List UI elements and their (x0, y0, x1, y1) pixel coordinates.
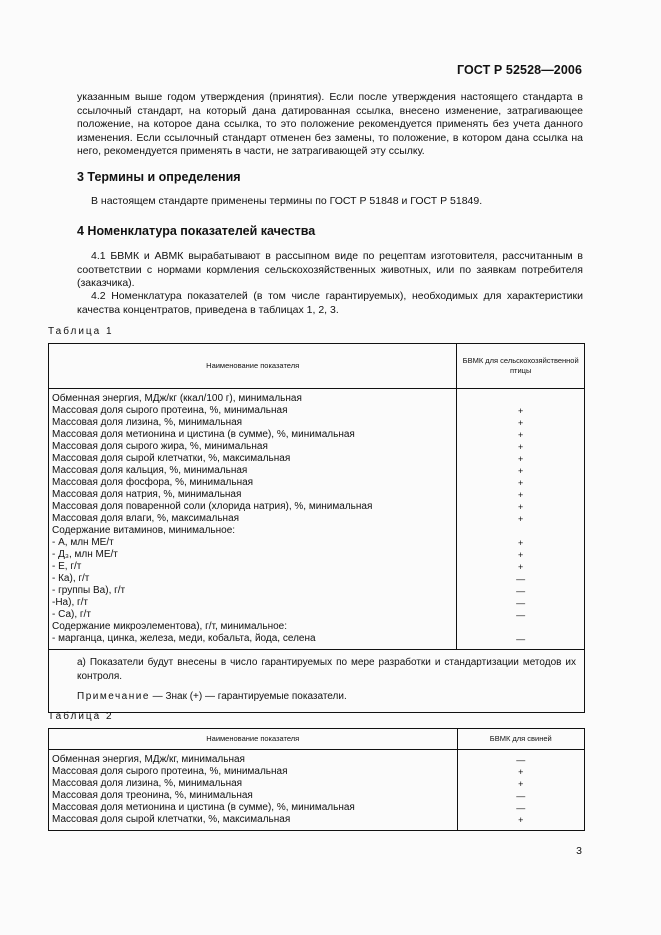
table-row: Содержание витаминов, минимальное: (52, 525, 236, 536)
table-cell (457, 525, 584, 537)
table-cell: + (518, 550, 524, 560)
table-2-header-value: БВМК для свиней (457, 729, 585, 750)
table-cell: — (516, 634, 526, 644)
table-cell: + (518, 767, 524, 777)
table-row: Массовая доля сырого протеина, %, минимальная (52, 766, 288, 777)
table-cell: + (518, 779, 524, 789)
table-row: Массовая доля кальция, %, минимальная (52, 465, 248, 476)
table-cell: + (518, 478, 524, 488)
table-row: - группы Ва), г/т (52, 585, 126, 596)
table-cell: + (518, 490, 524, 500)
note-label: Примечание (77, 691, 150, 702)
intro-paragraph: указанным выше годом утверждения (принятия). Если после утверждения настоящего стандарта в ссылочный стандарт, на который дана датированная ссылка, внесено изменение, затрагивающее положение, на которое дана ссылка, то это положение рекомендуется применять без учета данного изменения. Если ссылочный стандарт отменен без замены, то положение, в котором дана ссылка на него, рекомендуется применять в части, не затрагивающей эту ссылку. (77, 91, 583, 157)
table-row: Массовая доля сырой клетчатки, %, максимальная (52, 814, 291, 825)
table-1-footnote: а) Показатели будут внесены в число гарантируемых по мере разработки и стандартизации методов их контроля. (77, 657, 576, 682)
table-cell: — (516, 574, 526, 584)
table-row: Массовая доля сырого протеина, %, минимальная (52, 405, 288, 416)
table-cell: — (516, 586, 526, 596)
table-cell: + (518, 418, 524, 428)
table-cell: + (518, 454, 524, 464)
table-cell: — (516, 791, 526, 801)
standard-header: ГОСТ Р 52528—2006 (456, 63, 582, 77)
table-cell: + (518, 466, 524, 476)
table-row: Массовая доля метионина и цистина (в сумме), %, минимальная (52, 802, 355, 813)
table-row: Содержание микроэлементова), г/т, минимальное: (52, 621, 288, 632)
table-cell: + (518, 562, 524, 572)
table-cell: + (518, 502, 524, 512)
table-1 (48, 343, 585, 713)
table-row: Массовая доля метионина и цистина (в сумме), %, минимальная (52, 429, 355, 440)
table-cell: — (516, 598, 526, 608)
table-1-header-value: БВМК для сельскохозяйственной птицы (457, 344, 585, 389)
table-1-footnote-cell (49, 650, 585, 713)
table-row: Массовая доля влаги, %, максимальная (52, 513, 240, 524)
table-cell: + (518, 430, 524, 440)
table-cell: — (516, 803, 526, 813)
table-row: Массовая доля фосфора, %, минимальная (52, 477, 254, 488)
table-row: Обменная энергия, МДж/кг (ккал/100 г), минимальная (52, 393, 302, 404)
table-1-value-column (457, 389, 585, 650)
table-2-name-column (49, 750, 458, 831)
table-row: Массовая доля натрия, %, минимальная (52, 489, 242, 500)
table-cell: + (518, 514, 524, 524)
table-2-header-name: Наименование показателя (49, 729, 458, 750)
table-cell (457, 393, 584, 405)
table-row: Обменная энергия, МДж/кг, минимальная (52, 754, 245, 765)
table-row: - Ка), г/т (52, 573, 90, 584)
section-3-title: 3 Термины и определения (77, 170, 241, 184)
table-cell: — (516, 755, 526, 765)
table-2-value-column (457, 750, 585, 831)
table-row: Массовая доля треонина, %, минимальная (52, 790, 253, 801)
table-row: Массовая доля лизина, %, минимальная (52, 417, 243, 428)
table-2 (48, 728, 585, 831)
section-4-paragraph-1: 4.1 БВМК и АВМК вырабатывают в рассыпном виде по рецептам изготовителя, рассчитанным в соответствии с нормами кормления сельскохозяйственных животных, или по заявкам потребителя (заказчика). (77, 250, 583, 289)
table-cell (457, 621, 584, 633)
table-row: -На), г/т (52, 597, 89, 608)
note-text: — Знак (+) — гарантируемые показатели. (149, 691, 347, 702)
table-cell: — (516, 610, 526, 620)
table-cell: + (518, 538, 524, 548)
section-4-paragraph-2: 4.2 Номенклатура показателей (в том числе гарантируемых), необходимых для характеристики качества концентратов, приведена в таблицах 1, 2, 3. (77, 290, 583, 316)
table-1-note (77, 690, 576, 704)
table-row: - марганца, цинка, железа, меди, кобальта, йода, селена (52, 633, 316, 644)
table-cell: + (518, 442, 524, 452)
section-4-title: 4 Номенклатура показателей качества (77, 224, 316, 238)
page-number: 3 (576, 845, 582, 857)
table-row: - Са), г/т (52, 609, 91, 620)
table-row: Массовая доля сырой клетчатки, %, максимальная (52, 453, 291, 464)
table-row: - Е, г/т (52, 561, 82, 572)
table-cell: + (518, 815, 524, 825)
table-row: Массовая доля лизина, %, минимальная (52, 778, 243, 789)
table-1-header-name: Наименование показателя (49, 344, 457, 389)
section-3-text: В настоящем стандарте применены термины по ГОСТ Р 51848 и ГОСТ Р 51849. (91, 195, 483, 207)
table-row: Массовая доля сырого жира, %, минимальная (52, 441, 268, 452)
table-row: Массовая доля поваренной соли (хлорида натрия), %, минимальная (52, 501, 373, 512)
table-row: - А, млн МЕ/т (52, 537, 114, 548)
table-2-caption: Таблица 2 (48, 711, 114, 722)
table-1-caption: Таблица 1 (48, 326, 114, 337)
table-cell: + (518, 406, 524, 416)
table-row: - Д₃, млн МЕ/т (52, 549, 118, 560)
table-1-name-column (49, 389, 457, 650)
